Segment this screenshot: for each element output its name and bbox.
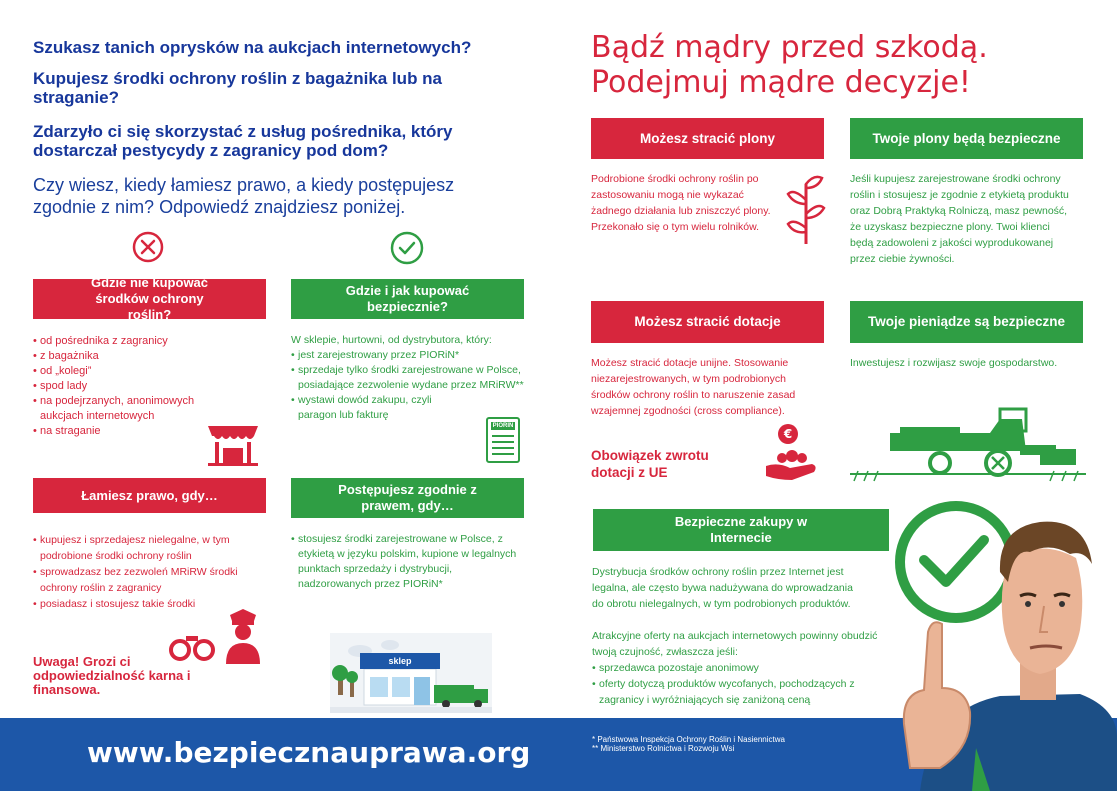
svg-text:€: €	[783, 427, 793, 441]
list-item: • posiadasz i stosujesz takie środki	[33, 596, 258, 612]
list-item: • sprowadzasz bez zezwoleń MRiRW środki ochrony roślin z zagranicy	[33, 564, 258, 596]
plant-icon	[784, 170, 828, 246]
list-item: • na podejrzanych, anonimowych aukcjach internetowych	[33, 394, 233, 424]
lose-crops-text: Podrobione środki ochrony roślin po zastosowaniu mogą nie wykazać żadnego działania lub zniszczyć plony. Przekonało się o tym wielu rolników.	[591, 173, 771, 233]
breaking-law-list	[33, 532, 258, 612]
lose-subsidy-banner: Możesz stracić dotacje	[591, 301, 824, 343]
combine-harvester-icon	[850, 405, 1086, 483]
where-yes-banner: Gdzie i jak kupować bezpiecznie?	[291, 279, 524, 319]
safe-crops-banner: Twoje plony będą bezpieczne	[850, 118, 1083, 159]
farmer-illustration	[880, 498, 1117, 791]
online-shopping-title: Bezpieczne zakupy w Internecie	[674, 514, 808, 545]
website-link[interactable]: www.bezpiecznauprawa.org	[87, 736, 531, 769]
euro-coin-hand-icon	[762, 422, 822, 482]
list-item: • od pośrednika z zagranicy	[33, 334, 233, 349]
market-stall-icon	[206, 422, 260, 466]
where-not-banner: Gdzie nie kupować środków ochrony roślin?	[33, 279, 266, 319]
headline: Bądź mądry przed szkodą. Podejmuj mądre decyzje!	[591, 30, 988, 100]
shop-sign: sklep	[360, 653, 440, 669]
complying-banner: Postępujesz zgodnie z prawem, gdy…	[291, 478, 524, 518]
list-item: • jest zarejestrowany przez PIORiN*	[291, 348, 526, 363]
document-icon	[486, 417, 520, 463]
breaking-law-banner: Łamiesz prawo, gdy…	[33, 478, 266, 513]
lose-subsidy-text: Możesz stracić dotacje unijne. Stosowanie niezarejestrowanych, w tym podrobionych środków ochrony roślin to naruszenie zasad wzajemnej zgodności (cross compliance).	[591, 357, 796, 417]
footnote-2: ** Ministerstwo Rolnictwa i Rozwoju Wsi	[592, 744, 735, 753]
list-item: • od „kolegi”	[33, 364, 233, 379]
cross-circle-icon	[131, 230, 165, 264]
footnote-1: * Państwowa Inspekcja Ochrony Roślin i Nasiennictwa	[592, 735, 785, 744]
list-item: • spod lady	[33, 379, 233, 394]
list-item: • sprzedaje tylko środki zarejestrowane w Polsce, posiadające zezwolenie wydane przez MRiRW**	[291, 363, 526, 393]
where-yes-lead: W sklepie, hurtowni, od dystrybutora, który:	[291, 334, 492, 346]
warning-text: Uwaga! Grozi ci odpowiedzialność karna i finansowa.	[33, 654, 191, 697]
question-3: Zdarzyło ci się skorzystać z usług pośrednika, który dostarczał pestycydy z zagranicy pod dom?	[33, 122, 453, 160]
complying-list	[291, 532, 526, 592]
list-item: • stosujesz środki zarejestrowane w Polsce, z etykietą w języku polskim, kupione w legalnych punktach sprzedaży i dystrybucji, nadzorowanych przez PIORiN*	[291, 532, 526, 592]
document-label: PIORIN	[492, 423, 514, 429]
safe-money-banner: Twoje pieniądze są bezpieczne	[850, 301, 1083, 343]
online-text-1: Dystrybucja środków ochrony roślin przez Internet jest legalna, ale często bywa nadużywana do wprowadzania do obrotu nielegalnych, w tym podrobionych produktów.	[592, 566, 853, 610]
online-text-2: Atrakcyjne oferty na aukcjach internetowych powinny obudzić twoją czujność, zwłaszcza jeśli:	[592, 630, 878, 658]
list-item: • sprzedawca pozostaje anonimowy	[592, 660, 892, 676]
list-item: • na straganie	[33, 424, 233, 439]
check-circle-icon	[389, 230, 425, 266]
list-item: • oferty dotyczą produktów wycofanych, pochodzących z zagranicy i wyróżniających się zaniżoną ceną	[592, 676, 892, 708]
question-1: Szukasz tanich oprysków na aukcjach internetowych?	[33, 38, 472, 57]
list-item: • kupujesz i sprzedajesz nielegalne, w tym podrobione środki ochrony roślin	[33, 532, 258, 564]
shop-illustration	[330, 633, 492, 713]
safe-crops-text: Jeśli kupujesz zarejestrowane środki ochrony roślin i stosujesz je zgodnie z etykietą produktu oraz Dobrą Praktyką Rolniczą, masz pewność, że uzyskasz bezpieczne plony. Twoi klienci będą zadowoleni z jakości wyprodukowanej przez ciebie żywności.	[850, 173, 1069, 265]
subsidy-refund-text: Obowiązek zwrotu dotacji z UE	[591, 448, 709, 480]
lose-crops-banner: Możesz stracić plony	[591, 118, 824, 159]
online-shopping-banner	[593, 509, 889, 551]
question-2: Kupujesz środki ochrony roślin z bagażnika lub na straganie?	[33, 69, 443, 107]
where-not-list	[33, 334, 233, 439]
list-item: • wystawi dowód zakupu, czyli paragon lub fakturę	[291, 393, 441, 423]
online-list	[592, 660, 892, 708]
intro-text: Czy wiesz, kiedy łamiesz prawo, a kiedy postępujesz zgodnie z nim? Odpowiedź znajdziesz poniżej.	[33, 175, 455, 217]
safe-money-text: Inwestujesz i rozwijasz swoje gospodarstwo.	[850, 357, 1058, 369]
list-item: • z bagażnika	[33, 349, 233, 364]
where-yes-list	[291, 348, 526, 423]
